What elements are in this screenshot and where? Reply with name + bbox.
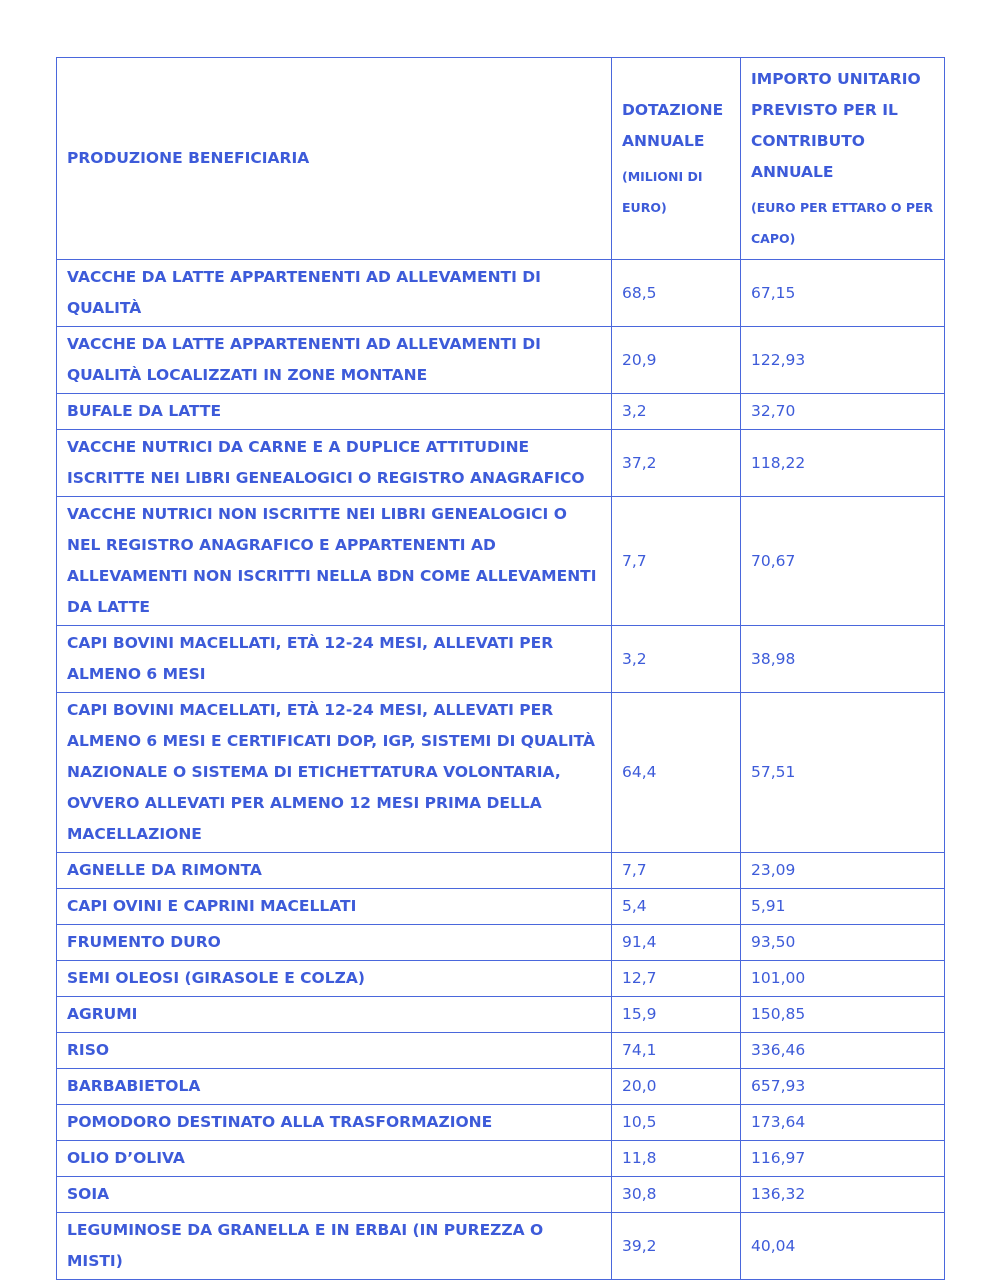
table-row [57, 327, 945, 394]
table-row [57, 889, 945, 925]
row-dotazione: 20,9 [612, 327, 741, 394]
table-row [57, 853, 945, 889]
row-label: RISO [57, 1033, 612, 1069]
row-dotazione: 30,8 [612, 1177, 741, 1213]
table-row [57, 997, 945, 1033]
row-label: FRUMENTO DURO [57, 925, 612, 961]
row-importo: 93,50 [741, 925, 945, 961]
header-importo-title: IMPORTO UNITARIO PREVISTO PER IL CONTRIBUTO ANNUALE [751, 69, 921, 181]
row-importo: 67,15 [741, 260, 945, 327]
row-importo: 173,64 [741, 1105, 945, 1141]
row-importo: 57,51 [741, 693, 945, 853]
row-label: VACCHE NUTRICI NON ISCRITTE NEI LIBRI GENEALOGICI O NEL REGISTRO ANAGRAFICO E APPARTENENTI AD ALLEVAMENTI NON ISCRITTI NELLA BDN COME ALLEVAMENTI DA LATTE [57, 497, 612, 626]
row-importo: 122,93 [741, 327, 945, 394]
row-dotazione: 20,0 [612, 1069, 741, 1105]
row-importo: 116,97 [741, 1141, 945, 1177]
table-row [57, 1213, 945, 1280]
table-row [57, 1141, 945, 1177]
row-dotazione: 11,8 [612, 1141, 741, 1177]
row-dotazione: 91,4 [612, 925, 741, 961]
row-importo: 23,09 [741, 853, 945, 889]
header-dotazione-sub: (MILIONI DI EURO) [622, 168, 703, 215]
row-label: BUFALE DA LATTE [57, 394, 612, 430]
row-importo: 336,46 [741, 1033, 945, 1069]
row-label: VACCHE DA LATTE APPARTENENTI AD ALLEVAMENTI DI QUALITÀ LOCALIZZATI IN ZONE MONTANE [57, 327, 612, 394]
header-dotazione-title: DOTAZIONE ANNUALE [622, 100, 724, 150]
row-label: LEGUMINOSE DA GRANELLA E IN ERBAI (IN PUREZZA O MISTI) [57, 1213, 612, 1280]
table-row [57, 1177, 945, 1213]
row-importo: 70,67 [741, 497, 945, 626]
row-dotazione: 74,1 [612, 1033, 741, 1069]
row-label: BARBABIETOLA [57, 1069, 612, 1105]
header-importo [741, 58, 945, 260]
table-row [57, 1069, 945, 1105]
table-header-row [57, 58, 945, 260]
row-dotazione: 12,7 [612, 961, 741, 997]
contributions-table [56, 57, 945, 1280]
row-dotazione: 64,4 [612, 693, 741, 853]
table-row [57, 497, 945, 626]
table-row [57, 1033, 945, 1069]
row-label: AGRUMI [57, 997, 612, 1033]
row-dotazione: 5,4 [612, 889, 741, 925]
table-row [57, 394, 945, 430]
row-importo: 657,93 [741, 1069, 945, 1105]
row-label: VACCHE NUTRICI DA CARNE E A DUPLICE ATTITUDINE ISCRITTE NEI LIBRI GENEALOGICI O REGISTRO ANAGRAFICO [57, 430, 612, 497]
row-dotazione: 37,2 [612, 430, 741, 497]
row-label: SOIA [57, 1177, 612, 1213]
row-importo: 150,85 [741, 997, 945, 1033]
table-row [57, 961, 945, 997]
document-page [56, 57, 944, 1280]
row-label: AGNELLE DA RIMONTA [57, 853, 612, 889]
table-row [57, 1105, 945, 1141]
row-label: CAPI OVINI E CAPRINI MACELLATI [57, 889, 612, 925]
header-produzione: PRODUZIONE BENEFICIARIA [57, 58, 612, 260]
table-row [57, 626, 945, 693]
header-dotazione [612, 58, 741, 260]
table-row [57, 260, 945, 327]
row-label: POMODORO DESTINATO ALLA TRASFORMAZIONE [57, 1105, 612, 1141]
table-row [57, 693, 945, 853]
row-dotazione: 7,7 [612, 497, 741, 626]
row-dotazione: 15,9 [612, 997, 741, 1033]
row-dotazione: 39,2 [612, 1213, 741, 1280]
row-label: CAPI BOVINI MACELLATI, ETÀ 12-24 MESI, ALLEVATI PER ALMENO 6 MESI [57, 626, 612, 693]
table-row [57, 925, 945, 961]
row-importo: 136,32 [741, 1177, 945, 1213]
row-dotazione: 7,7 [612, 853, 741, 889]
row-label: CAPI BOVINI MACELLATI, ETÀ 12-24 MESI, ALLEVATI PER ALMENO 6 MESI E CERTIFICATI DOP, IGP, SISTEMI DI QUALITÀ NAZIONALE O SISTEMA DI ETICHETTATURA VOLONTARIA, OVVERO ALLEVATI PER ALMENO 12 MESI PRIMA DELLA MACELLAZIONE [57, 693, 612, 853]
row-dotazione: 3,2 [612, 394, 741, 430]
row-label: OLIO D’OLIVA [57, 1141, 612, 1177]
row-dotazione: 10,5 [612, 1105, 741, 1141]
table-row [57, 430, 945, 497]
row-label: VACCHE DA LATTE APPARTENENTI AD ALLEVAMENTI DI QUALITÀ [57, 260, 612, 327]
row-importo: 101,00 [741, 961, 945, 997]
row-dotazione: 68,5 [612, 260, 741, 327]
row-importo: 5,91 [741, 889, 945, 925]
row-importo: 118,22 [741, 430, 945, 497]
row-label: SEMI OLEOSI (GIRASOLE E COLZA) [57, 961, 612, 997]
row-dotazione: 3,2 [612, 626, 741, 693]
row-importo: 40,04 [741, 1213, 945, 1280]
header-importo-sub: (EURO PER ETTARO O PER CAPO) [751, 199, 934, 246]
row-importo: 32,70 [741, 394, 945, 430]
row-importo: 38,98 [741, 626, 945, 693]
